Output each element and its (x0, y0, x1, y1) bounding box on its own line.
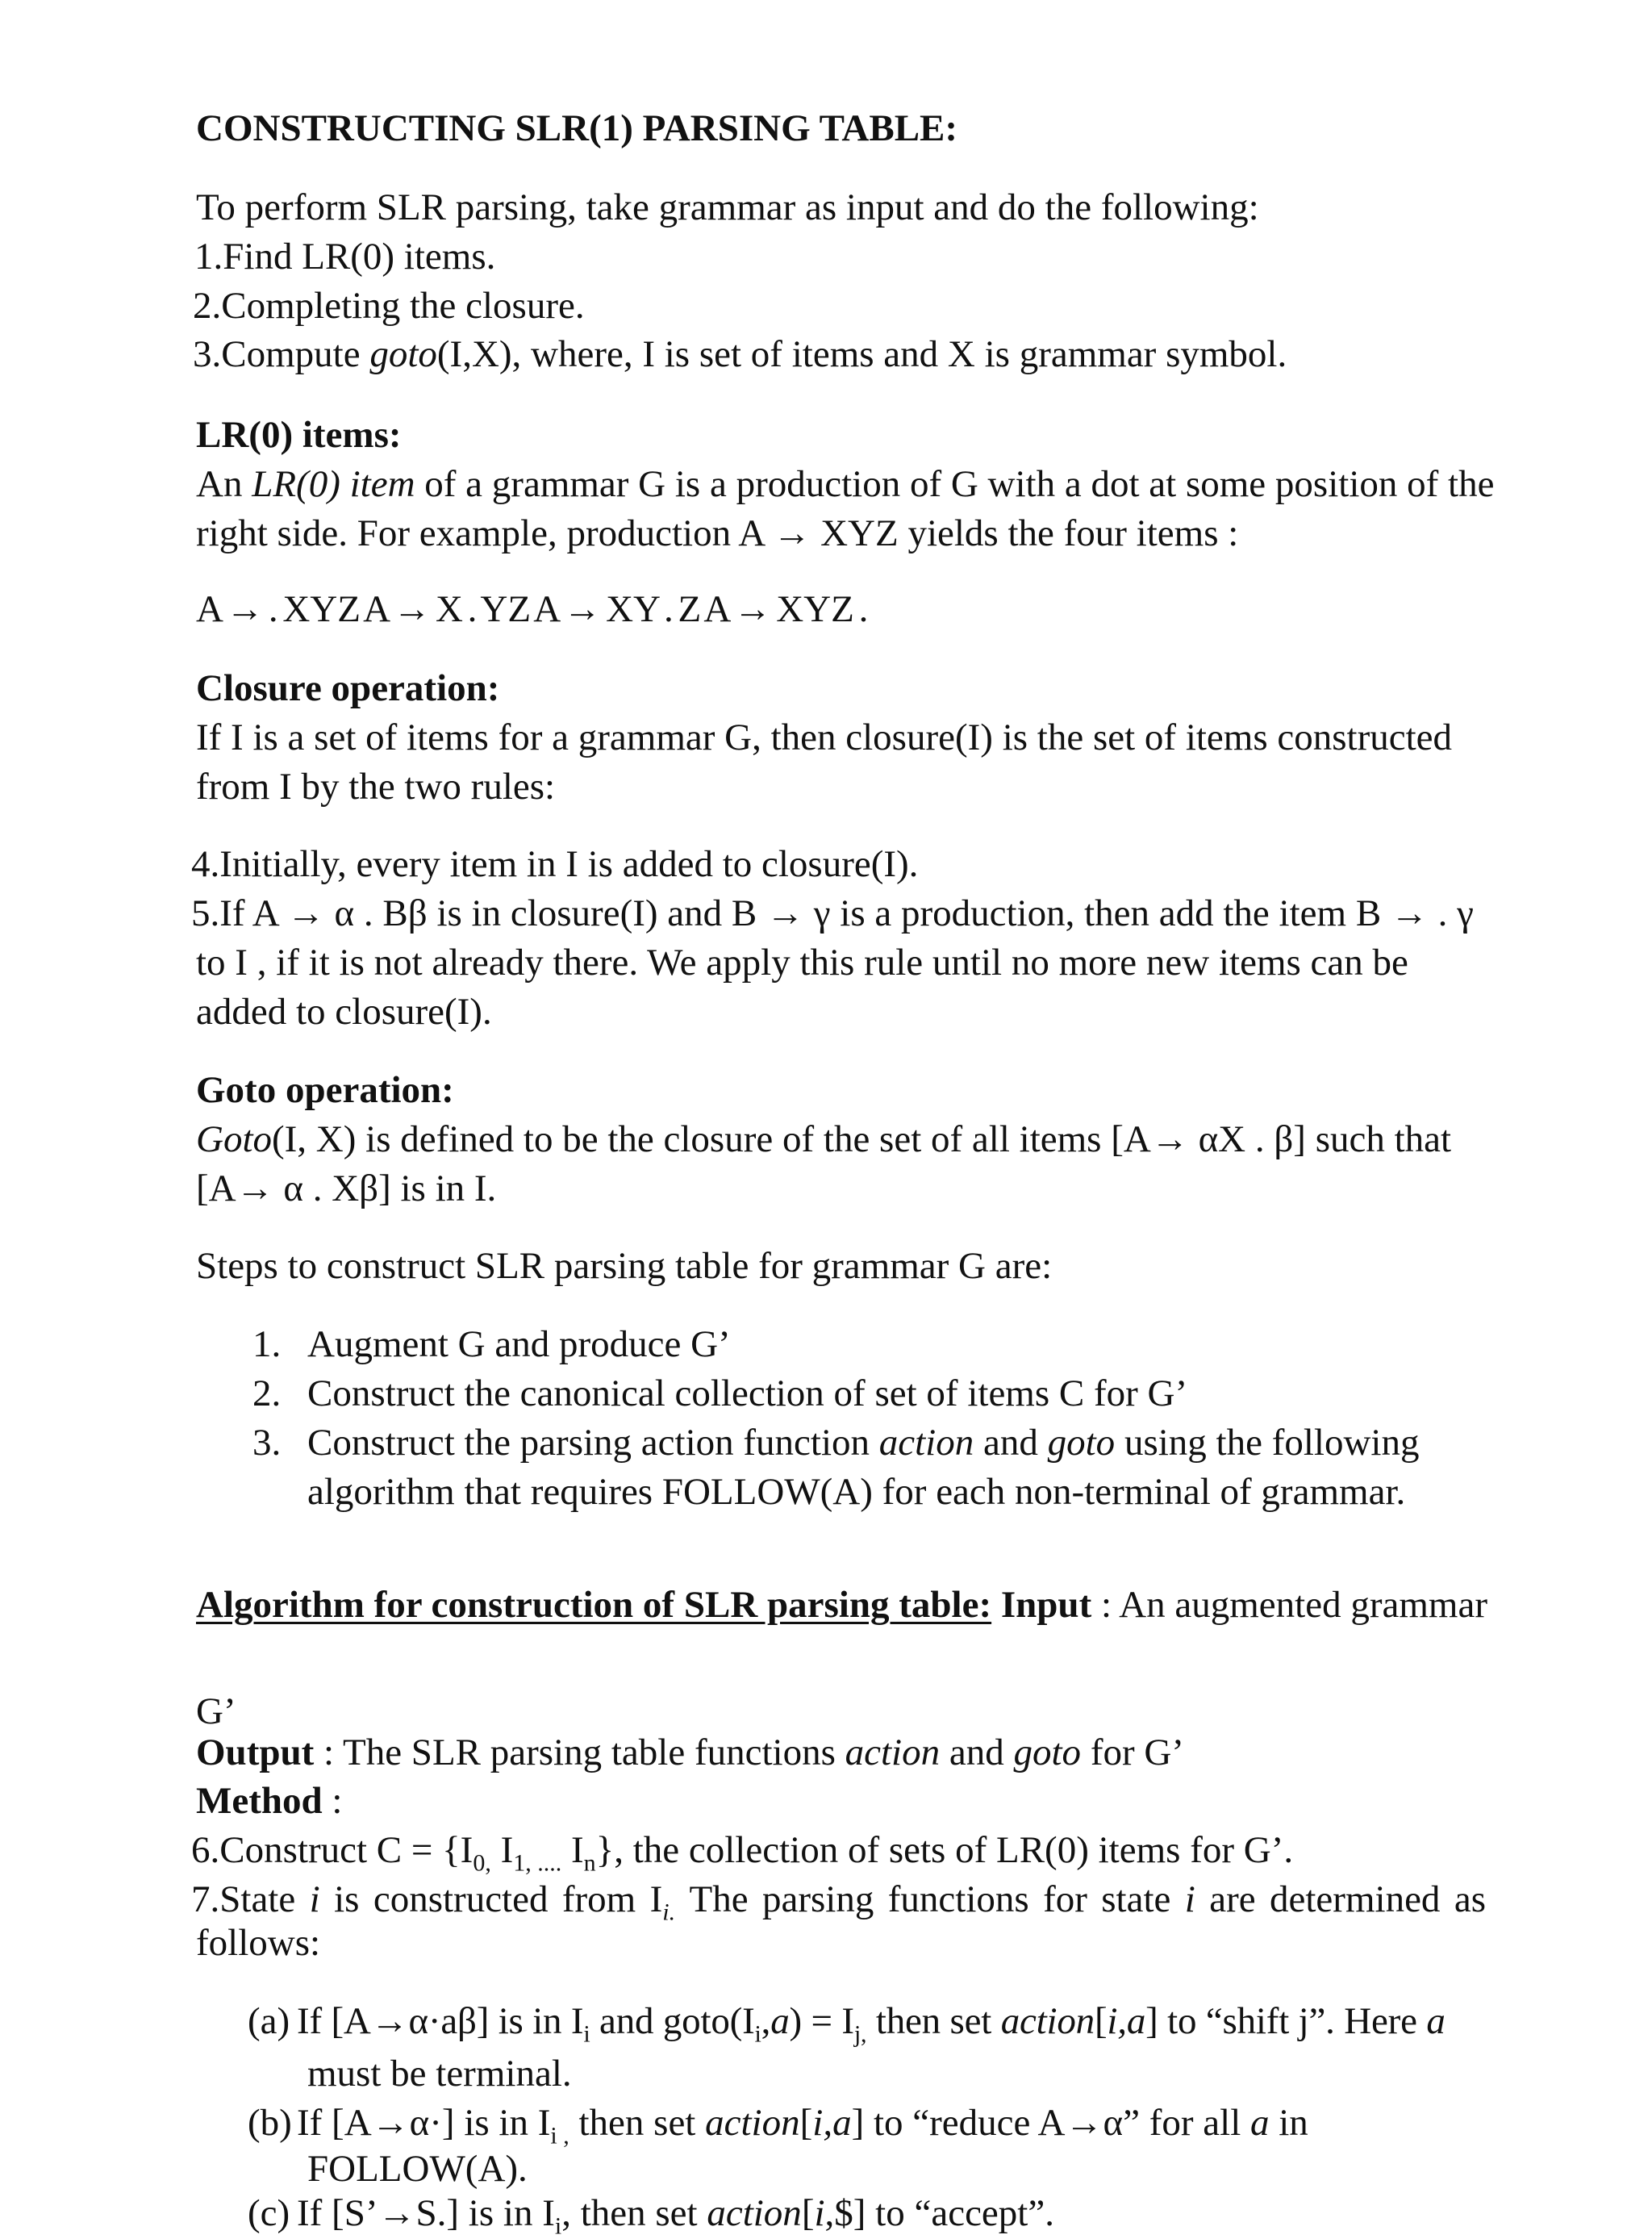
output-e: for G’ (1081, 1731, 1184, 1773)
m7-word: state (1101, 1878, 1171, 1920)
a-action: action (1000, 2000, 1095, 2042)
steps-item-2: Construct the canonical collection of set of items C for G’ (307, 1372, 1188, 1414)
algorithm-heading-line (196, 1580, 1487, 1630)
a2: and goto(I (590, 2000, 755, 2042)
page-title: CONSTRUCTING SLR(1) PARSING TABLE: (196, 107, 958, 149)
a4: ) = I (789, 2000, 854, 2042)
b-ia: i,a (812, 2102, 852, 2144)
closure-p2: from I by the two rules: (196, 766, 556, 808)
c-i: i (814, 2192, 825, 2234)
m7-ii (650, 1874, 676, 1924)
goto-term: Goto (196, 1118, 272, 1160)
a5: then set (866, 2000, 1001, 2042)
steps-item-3 (307, 1418, 1419, 1468)
b4: [ (799, 2102, 813, 2144)
output-action: action (845, 1731, 941, 1773)
lr0-item: A → XYZ . (703, 588, 869, 630)
lr0-item: A → X . YZ (363, 588, 532, 630)
m7-sub: i. (662, 1899, 676, 1926)
m7-word: i (309, 1878, 320, 1920)
rule-b-label: (b) (248, 2102, 292, 2144)
method-step-6 (191, 1825, 1293, 1875)
m7-word: from (561, 1878, 636, 1920)
m6-d: }, the collection of sets of LR(0) items for G’. (595, 1829, 1294, 1871)
s3-and: and (974, 1422, 1048, 1464)
b-action: action (705, 2102, 800, 2144)
closure-rule-5-cont1: to I , if it is not already there. We apply this rule until no more new items can be (196, 942, 1408, 984)
lr0-p1-c: of a grammar G is a production of G with a dot at some position of the (415, 463, 1495, 505)
steps-number-3: 3. (252, 1422, 282, 1464)
c-action: action (707, 2192, 802, 2234)
b-a: a (1250, 2102, 1270, 2144)
output-line (196, 1727, 1184, 1777)
a-sub-i: i (583, 2020, 590, 2048)
c4: [ (801, 2192, 815, 2234)
b1: If [A→α·] is in I (297, 2102, 551, 2144)
method-line (196, 1776, 342, 1826)
c1: If [S’→S.] is in I (297, 2192, 555, 2234)
method-step-7-cont: follows: (196, 1922, 321, 1964)
rule-c (297, 2188, 1054, 2238)
s3-a: Construct the parsing action function (307, 1422, 879, 1464)
m6-subn: n (583, 1849, 596, 1877)
b8: in (1269, 2102, 1308, 2144)
s3-action: action (878, 1422, 974, 1464)
a9: ] to “shift j”. Here (1145, 2000, 1427, 2042)
lr0-paragraph-line1 (196, 459, 1494, 509)
method-colon: : (322, 1780, 343, 1822)
step3-suffix: (I,X), where, I is set of items and X is grammar symbol. (436, 333, 1287, 375)
lr0-item: A → . XYZ (196, 588, 361, 630)
m7-word: are (1209, 1878, 1256, 1920)
m6-sub0: 0, (473, 1849, 491, 1877)
a3: , (761, 2000, 771, 2042)
m7-word: 7.State (191, 1878, 296, 1920)
algorithm-heading: Algorithm for construction of SLR parsing table: (196, 1584, 992, 1626)
intro-step-1: 1.Find LR(0) items. (194, 236, 496, 278)
m7-word: functions (887, 1878, 1029, 1920)
rule-a (297, 1996, 1446, 2046)
steps-item-1: Augment G and produce G’ (307, 1323, 731, 1365)
lr0-p1-term: LR(0) item (252, 463, 415, 505)
closure-rule-5: 5.If A → α . Bβ is in closure(I) and B → γ is a production, then add the item B → . γ (191, 892, 1474, 934)
closure-rule-4: 4.Initially, every item in I is added to closure(I). (191, 843, 919, 885)
closure-p1: If I is a set of items for a grammar G, then closure(I) is the set of items constructed (196, 716, 1453, 758)
rule-c-label: (c) (248, 2192, 290, 2234)
intro-lead: To perform SLR parsing, take grammar as input and do the following: (196, 186, 1259, 228)
c-sub-i: i (554, 2212, 562, 2239)
step3-prefix: 3.Compute (193, 333, 370, 375)
lr0-heading: LR(0) items: (196, 414, 402, 456)
b6: ] to “reduce A→α” for all (851, 2102, 1250, 2144)
a-ia: i,a (1107, 2000, 1146, 2042)
intro-step-3 (193, 329, 1287, 379)
c2: , then set (561, 2192, 707, 2234)
closure-heading: Closure operation: (196, 667, 500, 709)
a-here: a (1426, 2000, 1446, 2042)
m7-word: i (1184, 1878, 1195, 1920)
a-var: a (770, 2000, 790, 2042)
rule-b-cont: FOLLOW(A). (307, 2148, 528, 2190)
output-goto: goto (1013, 1731, 1082, 1773)
m7-word: constructed (373, 1878, 549, 1920)
step3-goto: goto (369, 333, 437, 375)
goto-l1-rest: (I, X) is defined to be the closure of the set of all items [A→ αX . β] such that (272, 1118, 1452, 1160)
rule-b (297, 2098, 1308, 2148)
m7-word: as (1454, 1878, 1486, 1920)
lr0-p1-a: An (196, 463, 252, 505)
a-sub-i2: i (754, 2020, 761, 2048)
steps-lead: Steps to construct SLR parsing table for grammar G are: (196, 1245, 1053, 1287)
rule-a-label: (a) (248, 2000, 290, 2042)
steps-number-1: 1. (252, 1323, 282, 1365)
m6-sub1: 1, .... (513, 1849, 562, 1877)
input-text: : An augmented grammar (1091, 1584, 1487, 1626)
lr0-paragraph-line2: right side. For example, production A → XYZ yields the four items : (196, 512, 1239, 554)
a1: If [A→α·aβ] is in I (297, 2000, 584, 2042)
s3-goto: goto (1047, 1422, 1116, 1464)
closure-rule-5-cont2: added to closure(I). (196, 991, 492, 1033)
s3-e: using the following (1115, 1422, 1420, 1464)
steps-item-3-cont: algorithm that requires FOLLOW(A) for each non-terminal of grammar. (307, 1471, 1406, 1513)
m7-word: I (649, 1878, 663, 1920)
goto-line2: [A→ α . Xβ] is in I. (196, 1168, 497, 1209)
m6-a: 6.Construct C = {I (191, 1829, 473, 1871)
steps-number-2: 2. (252, 1372, 282, 1414)
c6: ,$] to “accept”. (824, 2192, 1054, 2234)
m7-word: is (334, 1878, 360, 1920)
output-label: Output (196, 1731, 315, 1773)
input-label: Input (1000, 1584, 1092, 1626)
m7-word: The (689, 1878, 749, 1920)
m6-c: I (561, 1829, 584, 1871)
method-label: Method (196, 1780, 323, 1822)
goto-line1 (196, 1114, 1451, 1164)
m7-word: determined (1270, 1878, 1441, 1920)
a-sub-j: j, (853, 2020, 867, 2048)
m7-word: parsing (761, 1878, 874, 1920)
b2: then set (569, 2102, 706, 2144)
output-a: : The SLR parsing table functions (314, 1731, 845, 1773)
rule-a-cont: must be terminal. (307, 2053, 572, 2095)
lr0-item-list (196, 584, 868, 634)
goto-heading: Goto operation: (196, 1069, 454, 1111)
output-and: and (940, 1731, 1014, 1773)
m7-word: for (1043, 1878, 1087, 1920)
method-step-7 (191, 1874, 1486, 1924)
b-sub-i: i , (550, 2122, 569, 2149)
intro-step-2: 2.Completing the closure. (193, 285, 585, 327)
input-continued: G’ (196, 1690, 236, 1732)
a7: [ (1094, 2000, 1108, 2042)
m6-b: I (490, 1829, 514, 1871)
lr0-item: A → XY . Z (533, 588, 702, 630)
